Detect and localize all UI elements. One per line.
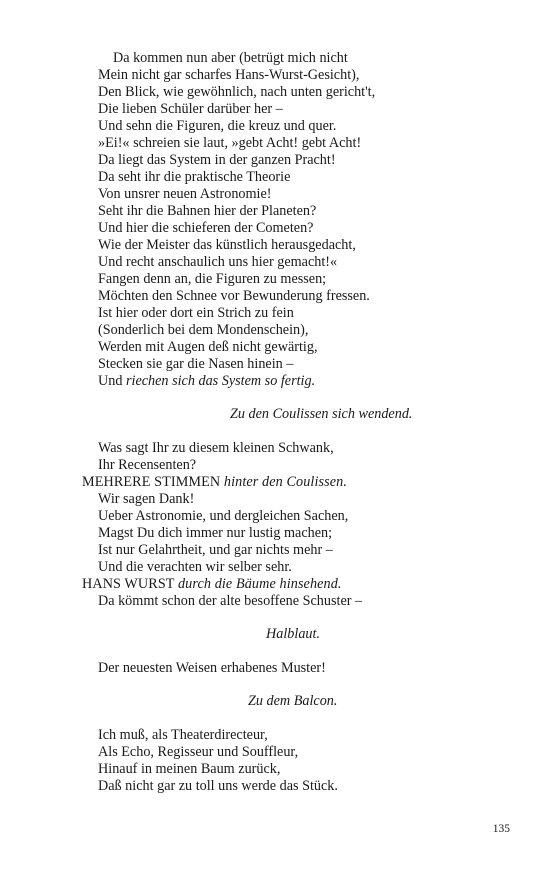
- verse-line: Ich muß, als Theaterdirecteur,: [98, 727, 268, 743]
- verse-line: Da kommen nun aber (betrügt mich nicht: [113, 50, 348, 66]
- verse-line: Von unsrer neuen Astronomie!: [98, 186, 272, 202]
- verse-line: Hinauf in meinen Baum zurück,: [98, 761, 281, 777]
- verse-line: Seht ihr die Bahnen hier der Planeten?: [98, 203, 317, 219]
- verse-line: »Ei!« schreien sie laut, »gebt Acht! gebt Acht!: [98, 135, 362, 151]
- verse-line: Und die verachten wir selber sehr.: [98, 559, 292, 575]
- verse-line: Und riechen sich das System so fertig.: [98, 373, 316, 389]
- verse-line: Da liegt das System in der ganzen Pracht!: [98, 152, 336, 168]
- stage-direction: Zu den Coulissen sich wendend.: [230, 406, 413, 422]
- verse-line: Fangen denn an, die Figuren zu messen;: [98, 271, 327, 287]
- speaker-line: HANS WURST durch die Bäume hinsehend.: [82, 576, 342, 592]
- verse-line: Wie der Meister das künstlich herausgedacht,: [98, 237, 356, 253]
- verse-line: Ihr Recensenten?: [98, 457, 197, 473]
- verse-line: Als Echo, Regisseur und Souffleur,: [98, 744, 299, 760]
- verse-line: Und sehn die Figuren, die kreuz und quer.: [98, 118, 337, 134]
- stage-direction: Zu dem Balcon.: [248, 693, 338, 709]
- verse-line: Stecken sie gar die Nasen hinein –: [98, 356, 294, 372]
- verse-line: Was sagt Ihr zu diesem kleinen Schwank,: [98, 440, 334, 456]
- verse-line: Werden mit Augen deß nicht gewärtig,: [98, 339, 318, 355]
- verse-line: Mein nicht gar scharfes Hans-Wurst-Gesicht),: [98, 67, 360, 83]
- verse-line: Da seht ihr die praktische Theorie: [98, 169, 291, 185]
- verse-line: Magst Du dich immer nur lustig machen;: [98, 525, 333, 541]
- speaker-line: MEHRERE STIMMEN hinter den Coulissen.: [82, 474, 347, 490]
- verse-line: Daß nicht gar zu toll uns werde das Stück.: [98, 778, 338, 794]
- stage-direction: Halblaut.: [266, 626, 320, 642]
- verse-line: Ueber Astronomie, und dergleichen Sachen,: [98, 508, 349, 524]
- verse-line: Und hier die schieferen der Cometen?: [98, 220, 314, 236]
- verse-line: Möchten den Schnee vor Bewunderung fressen.: [98, 288, 370, 304]
- verse-line: Und recht anschaulich uns hier gemacht!«: [98, 254, 338, 270]
- verse-line: Der neuesten Weisen erhabenes Muster!: [98, 660, 326, 676]
- verse-line: (Sonderlich bei dem Mondenschein),: [98, 322, 309, 338]
- verse-line: Ist hier oder dort ein Strich zu fein: [98, 305, 294, 321]
- verse-line: Wir sagen Dank!: [98, 491, 195, 507]
- verse-line: Die lieben Schüler darüber her –: [98, 101, 283, 117]
- page-number: 135: [492, 823, 510, 835]
- verse-line: Da kömmt schon der alte besoffene Schuster –: [98, 593, 363, 609]
- verse-line: Ist nur Gelahrtheit, und gar nichts mehr –: [98, 542, 333, 558]
- verse-line: Den Blick, wie gewöhnlich, nach unten gericht't,: [98, 84, 376, 100]
